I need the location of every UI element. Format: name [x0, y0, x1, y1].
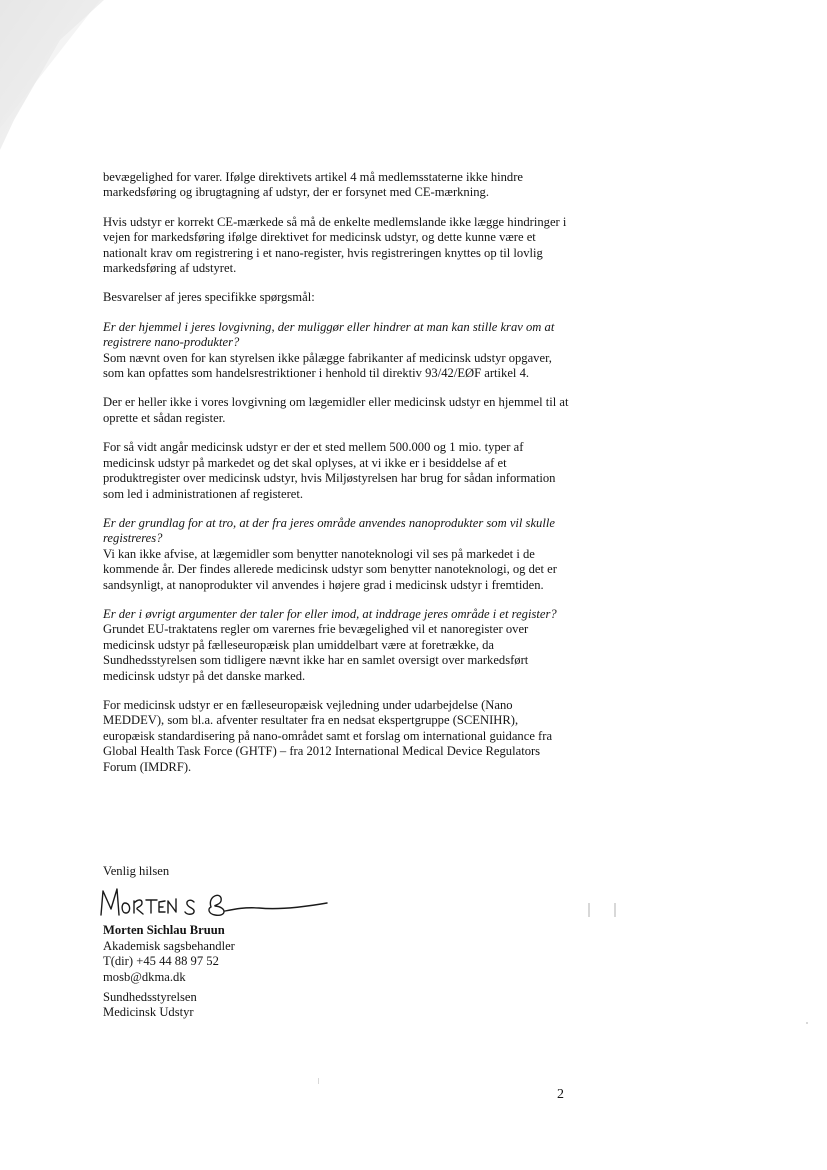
organization-department: Medicinsk Udstyr [103, 1005, 194, 1020]
scan-artifact [588, 903, 590, 917]
greeting: Venlig hilsen [103, 864, 170, 878]
question: Er der hjemmel i jeres lovgivning, der muliggør eller hindrer at man kan stille krav om at registrere nano-produkter? [103, 319, 555, 350]
signer-phone: T(dir) +45 44 88 97 52 [103, 954, 219, 969]
paragraph: For medicinsk udstyr er en fælleseuropæisk vejledning under udarbejdelse (Nano MEDDEV), som bl.a. afventer resultater fra en nedsat ekspertgruppe (SCENIHR), europæisk standardisering på nano-området samt et forslag om international guidance fra Global Health Task Force (GHTF) – fra 2012 International Medical Device Regulators Forum (IMDRF). [103, 697, 553, 774]
question-answer [103, 320, 573, 382]
letter-body [103, 170, 573, 789]
question: Er der i øvrigt argumenter der taler for eller imod, at inddrage jeres område i et register? [103, 606, 557, 621]
organization-name: Sundhedsstyrelsen [103, 990, 197, 1004]
answer: Som nævnt oven for kan styrelsen ikke pålægge fabrikanter af medicinsk udstyr opgaver, som kan opfattes som handelsrestriktioner i henhold til direktiv 93/42/EØF artikel 4. [103, 350, 552, 381]
answer: Vi kan ikke afvise, at lægemidler som benytter nanoteknologi vil ses på markedet i de kommende år. Der findes allerede medicinsk udstyr som benytter nanoteknologi, og det er sandsynligt, at nanoprodukter vil anvendes i højere grad i medicinsk udstyr i fremtiden. [103, 546, 557, 592]
paragraph: For så vidt angår medicinsk udstyr er der et sted mellem 500.000 og 1 mio. typer af medicinsk udstyr på markedet og det skal oplyses, at vi ikke er i besiddelse af et produktregister over medicinsk udstyr, hvis Miljøstyrelsen har brug for sådan information som led i administrationen af registeret. [103, 440, 556, 501]
signer-name: Morten Sichlau Bruun [103, 923, 225, 938]
signature-scribble [99, 881, 339, 925]
signer-title: Akademisk sagsbehandler [103, 938, 235, 953]
question-answer [103, 607, 573, 684]
question-answer [103, 516, 573, 593]
page-number: 2 [557, 1087, 564, 1102]
organization [103, 990, 197, 1021]
answer: Grundet EU-traktatens regler om varernes frie bevægelighed vil et nanoregister over medicinsk udstyr på fælleseuropæisk plan umiddelbart være at foretrække, da Sundhedsstyrelsen som tidligere nævnt ikke har en samlet oversigt over markedsført medicinsk udstyr på det danske marked. [103, 622, 529, 683]
signature-block [103, 864, 403, 985]
paragraph: Der er heller ikke i vores lovgivning om lægemidler eller medicinsk udstyr en hjemmel til at oprette et sådan register. [103, 395, 569, 425]
scan-artifact [318, 1078, 319, 1084]
paragraph: bevægelighed for varer. Ifølge direktivets artikel 4 må medlemsstaterne ikke hindre markedsføring og ibrugtagning af udstyr, der er forsynet med CE-mærkning. [103, 170, 523, 200]
scan-artifact [614, 903, 616, 917]
folded-corner [0, 0, 120, 160]
signer-email: mosb@dkma.dk [103, 969, 186, 984]
scan-artifact [806, 1022, 808, 1024]
question: Er der grundlag for at tro, at der fra jeres område anvendes nanoprodukter som vil skulle registreres? [103, 515, 555, 546]
paragraph: Besvarelser af jeres specifikke spørgsmål: [103, 290, 315, 305]
paragraph: Hvis udstyr er korrekt CE-mærkede så må de enkelte medlemslande ikke lægge hindringer i vejen for markedsføring ifølge direktivet for medicinsk udstyr, og dette kunne være et nationalt krav om registrering i et nano-register, hvis registreringen knyttes op til lovlig markedsføring af udstyret. [103, 214, 567, 276]
handwritten-signature [103, 883, 403, 923]
